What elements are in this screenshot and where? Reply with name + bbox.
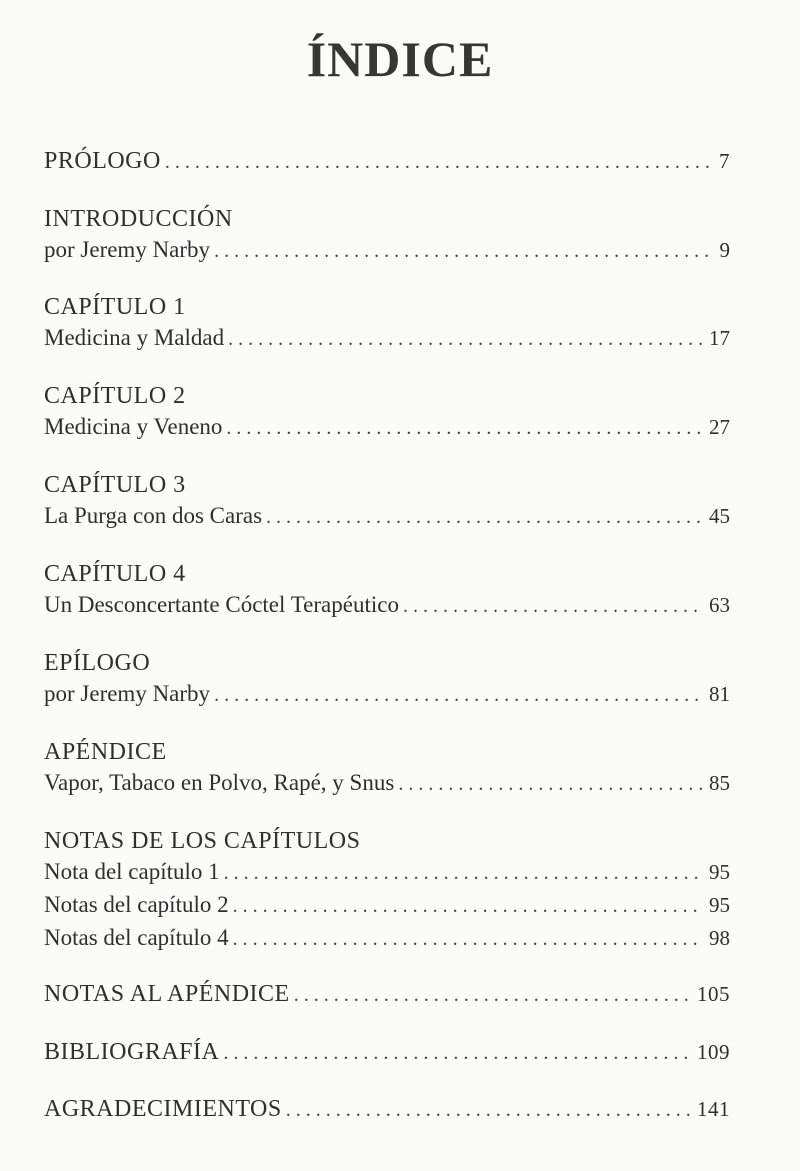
page-number: 109: [697, 1040, 730, 1064]
toc-subentry[interactable]: [44, 889, 730, 922]
toc-entry-introduccion[interactable]: [44, 204, 730, 267]
dot-leader: [294, 979, 691, 1011]
dot-leader: [266, 501, 703, 533]
page-number: 9: [719, 238, 730, 262]
toc-entry-bibliografia[interactable]: [44, 1036, 730, 1069]
entry-label: Un Desconcertante Cóctel Terapéutico: [44, 592, 399, 617]
toc-entry-epilogo[interactable]: [44, 648, 730, 711]
toc-entry-capitulo-4[interactable]: [44, 559, 730, 622]
entry-label: NOTAS AL APÉNDICE: [44, 981, 290, 1007]
dot-leader: [286, 1094, 691, 1126]
entry-label: por Jeremy Narby: [44, 681, 211, 706]
page-number: 85: [709, 771, 730, 795]
page-number: 27: [709, 415, 730, 439]
dot-leader: [224, 857, 703, 889]
entry-label: Medicina y Maldad: [44, 325, 225, 350]
toc-entry-prologo[interactable]: [44, 145, 730, 178]
dot-leader: [214, 235, 713, 267]
page-number: 105: [697, 982, 730, 1006]
page-number: 98: [709, 926, 730, 950]
section-heading: CAPÍTULO 1: [44, 294, 186, 320]
dot-leader: [214, 679, 703, 711]
entry-label: Medicina y Veneno: [44, 414, 223, 439]
page-number: 95: [709, 860, 730, 884]
entry-label: AGRADECIMIENTOS: [44, 1096, 282, 1122]
toc-entry-capitulo-3[interactable]: [44, 470, 730, 533]
dot-leader: [228, 323, 703, 355]
section-heading: CAPÍTULO 3: [44, 472, 186, 498]
page-number: 17: [709, 326, 730, 350]
page-number: 141: [697, 1097, 730, 1121]
toc-entry-capitulo-1[interactable]: [44, 292, 730, 355]
entry-label: PRÓLOGO: [44, 148, 161, 174]
toc-subentry[interactable]: [44, 922, 730, 955]
page-number: 81: [709, 682, 730, 706]
toc-entry-capitulo-2[interactable]: [44, 381, 730, 444]
toc-entry-agradecimientos[interactable]: [44, 1093, 730, 1126]
page-number: 45: [709, 504, 730, 528]
section-heading: CAPÍTULO 4: [44, 561, 186, 587]
section-heading: APÉNDICE: [44, 739, 167, 765]
page-number: 7: [719, 149, 730, 173]
dot-leader: [398, 768, 703, 800]
toc-entry-apendice[interactable]: [44, 737, 730, 800]
entry-label: Notas del capítulo 2: [44, 892, 229, 917]
section-heading: NOTAS DE LOS CAPÍTULOS: [44, 828, 361, 854]
entry-label: por Jeremy Narby: [44, 237, 211, 262]
entry-label: Vapor, Tabaco en Polvo, Rapé, y Snus: [44, 770, 395, 795]
page-number: 95: [709, 893, 730, 917]
entry-label: BIBLIOGRAFÍA: [44, 1039, 220, 1065]
page-number: 63: [709, 593, 730, 617]
section-heading: EPÍLOGO: [44, 650, 151, 676]
dot-leader: [165, 146, 713, 178]
dot-leader: [403, 590, 703, 622]
toc-subentry[interactable]: [44, 856, 730, 889]
dot-leader: [226, 412, 703, 444]
dot-leader: [223, 1037, 691, 1069]
toc-entry-notas-capitulos: [44, 826, 730, 955]
entry-label: La Purga con dos Caras: [44, 503, 263, 528]
entry-label: Nota del capítulo 1: [44, 859, 220, 884]
page-title: ÍNDICE: [306, 31, 494, 87]
dot-leader: [233, 890, 703, 922]
section-heading: INTRODUCCIÓN: [44, 206, 233, 232]
section-heading: CAPÍTULO 2: [44, 383, 186, 409]
toc-entry-notas-apendice[interactable]: [44, 978, 730, 1011]
dot-leader: [233, 923, 703, 955]
entry-label: Notas del capítulo 4: [44, 925, 229, 950]
